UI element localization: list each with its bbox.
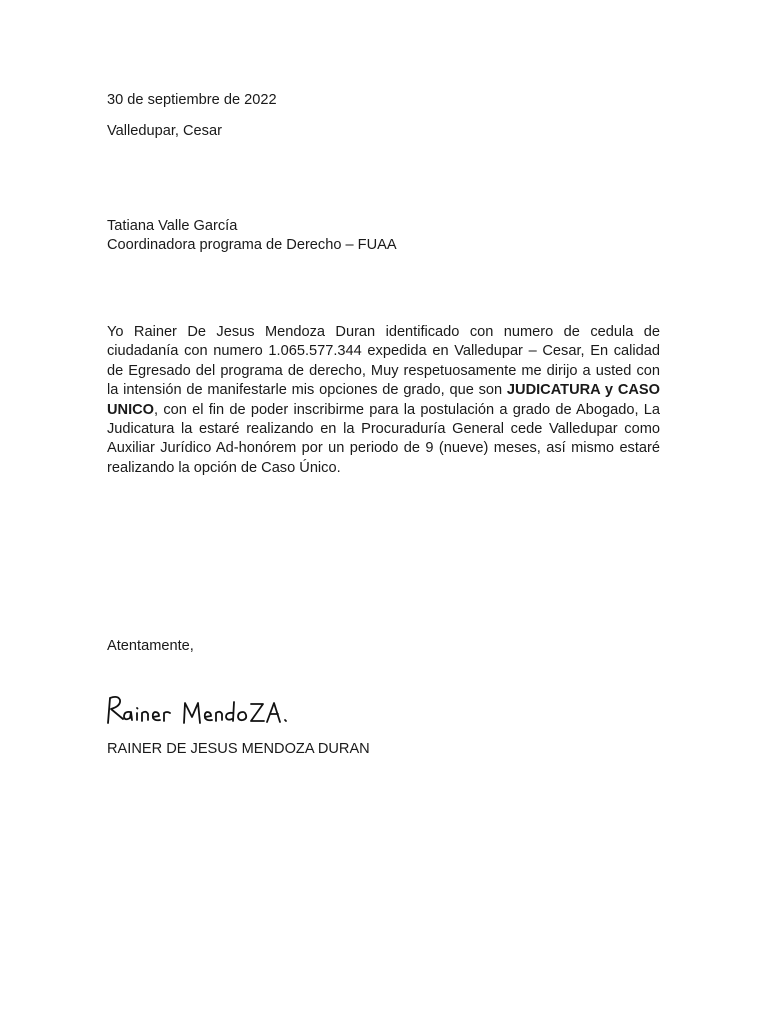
letter-body-part2: , con el fin de poder inscribirme para la postulación a grado de Abogado, La Judicatura la estaré realizando en la Procuraduría General cede Valledupar como Auxiliar Jurídico Ad-honórem por un periodo de 9 (nueve) meses, así mismo estaré realizando la opción de Caso Único. (107, 401, 660, 476)
handwritten-signature (104, 692, 294, 728)
letter-body (107, 323, 660, 478)
recipient-name: Tatiana Valle García (107, 218, 238, 234)
recipient-role: Coordinadora programa de Derecho – FUAA (107, 237, 397, 253)
letter-body-part1: Yo Rainer De Jesus Mendoza Duran identificado con numero de cedula de ciudadanía con numero 1.065.577.344 expedida en Valledupar – Cesar, En calidad de Egresado del programa de derecho, Muy respetuosamente me dirijo a usted con la intensión de manifestarle mis opciones de grado, que son (107, 324, 660, 399)
signer-name: RAINER DE JESUS MENDOZA DURAN (107, 741, 370, 757)
letter-closing: Atentamente, (107, 638, 194, 654)
letter-city: Valledupar, Cesar (107, 123, 222, 139)
letter-date: 30 de septiembre de 2022 (107, 92, 277, 108)
letter-body-bold: JUDICATURA y CASO UNICO (107, 382, 660, 418)
